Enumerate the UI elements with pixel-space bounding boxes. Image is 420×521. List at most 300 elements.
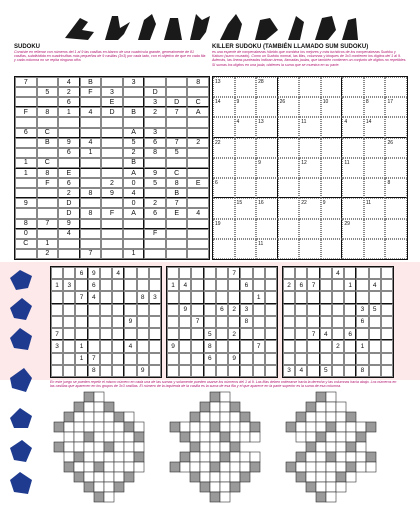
grid-cell[interactable]: F: [80, 87, 102, 97]
grid-cell[interactable]: [344, 291, 356, 303]
grid-cell[interactable]: 5: [166, 148, 188, 158]
cross-cell[interactable]: [346, 452, 356, 462]
grid-cell[interactable]: 1: [80, 148, 102, 158]
grid-cell[interactable]: 7: [37, 219, 59, 229]
grid-cell[interactable]: 16: [256, 198, 278, 218]
grid-cell[interactable]: 4: [187, 208, 209, 218]
grid-cell[interactable]: [240, 291, 252, 303]
grid-cell[interactable]: 3: [144, 97, 166, 107]
grid-cell[interactable]: [240, 267, 252, 279]
grid-cell[interactable]: [137, 304, 149, 316]
grid-cell[interactable]: [299, 219, 321, 239]
grid-cell[interactable]: [15, 138, 37, 148]
cross-cell[interactable]: [64, 432, 74, 442]
grid-cell[interactable]: [137, 353, 149, 365]
grid-cell[interactable]: 1: [75, 340, 87, 352]
grid-cell[interactable]: [191, 291, 203, 303]
cross-cell[interactable]: [210, 402, 220, 412]
grid-cell[interactable]: [240, 365, 252, 377]
grid-cell[interactable]: 5: [37, 87, 59, 97]
grid-cell[interactable]: [299, 138, 321, 158]
grid-cell[interactable]: [278, 117, 300, 137]
grid-cell[interactable]: [278, 219, 300, 239]
cross-cell[interactable]: [316, 402, 326, 412]
grid-cell[interactable]: 26: [278, 97, 300, 117]
grid-cell[interactable]: [100, 267, 112, 279]
grid-cell[interactable]: [112, 340, 124, 352]
grid-cell[interactable]: [88, 304, 100, 316]
grid-cell[interactable]: 10: [321, 97, 343, 117]
cross-cell[interactable]: [306, 462, 316, 472]
grid-cell[interactable]: 3: [51, 340, 63, 352]
grid-cell[interactable]: 3: [63, 279, 75, 291]
grid-cell[interactable]: [191, 304, 203, 316]
grid-cell[interactable]: [112, 365, 124, 377]
grid-cell[interactable]: 0: [123, 178, 145, 188]
grid-cell[interactable]: [342, 198, 364, 218]
grid-cell[interactable]: [123, 229, 145, 239]
grid-cell[interactable]: [265, 328, 277, 340]
grid-cell[interactable]: [58, 239, 80, 249]
cross-cell[interactable]: [84, 472, 94, 482]
cross-cell[interactable]: [74, 442, 84, 452]
grid-cell[interactable]: [265, 316, 277, 328]
grid-cell[interactable]: [278, 77, 300, 97]
grid-cell[interactable]: 7: [51, 328, 63, 340]
grid-cell[interactable]: [37, 97, 59, 107]
cross-cell[interactable]: [190, 462, 200, 472]
cross-cell[interactable]: [104, 462, 114, 472]
grid-cell[interactable]: [137, 340, 149, 352]
grid-cell[interactable]: [342, 77, 364, 97]
cross-cell[interactable]: [306, 452, 316, 462]
cross-cell[interactable]: [64, 452, 74, 462]
grid-cell[interactable]: [63, 353, 75, 365]
grid-cell[interactable]: [166, 219, 188, 229]
cross-cell[interactable]: [124, 462, 134, 472]
cross-cell[interactable]: [190, 432, 200, 442]
grid-cell[interactable]: [381, 279, 393, 291]
grid-cell[interactable]: [307, 365, 319, 377]
grid-cell[interactable]: B: [37, 138, 59, 148]
cross-cell[interactable]: [104, 492, 114, 502]
grid-cell[interactable]: [63, 316, 75, 328]
grid-cell[interactable]: [187, 158, 209, 168]
grid-cell[interactable]: [191, 279, 203, 291]
grid-cell[interactable]: 3: [144, 128, 166, 138]
grid-cell[interactable]: [101, 77, 123, 87]
grid-cell[interactable]: [356, 267, 368, 279]
grid-cell[interactable]: [63, 291, 75, 303]
cross-cell[interactable]: [326, 402, 336, 412]
grid-cell[interactable]: [166, 117, 188, 127]
grid-cell[interactable]: A: [187, 107, 209, 117]
cross-cell[interactable]: [104, 472, 114, 482]
grid-cell[interactable]: [51, 316, 63, 328]
grid-cell[interactable]: [187, 87, 209, 97]
grid-cell[interactable]: [216, 365, 228, 377]
grid-cell[interactable]: 4: [235, 117, 257, 137]
grid-cell[interactable]: [369, 365, 381, 377]
cross-cell[interactable]: [210, 432, 220, 442]
grid-cell[interactable]: [265, 340, 277, 352]
grid-cell[interactable]: [369, 353, 381, 365]
grid-cell[interactable]: [149, 353, 161, 365]
grid-cell[interactable]: [216, 353, 228, 365]
grid-cell[interactable]: [144, 158, 166, 168]
grid-cell[interactable]: [332, 328, 344, 340]
grid-cell[interactable]: [385, 158, 407, 178]
cross-cell[interactable]: [316, 452, 326, 462]
cross-cell[interactable]: [84, 422, 94, 432]
grid-cell[interactable]: [283, 267, 295, 279]
cross-cell[interactable]: [316, 472, 326, 482]
grid-cell[interactable]: [51, 304, 63, 316]
grid-cell[interactable]: [295, 340, 307, 352]
grid-cell[interactable]: [166, 158, 188, 168]
grid-cell[interactable]: [37, 208, 59, 218]
grid-cell[interactable]: 2: [332, 340, 344, 352]
grid-cell[interactable]: [144, 77, 166, 87]
grid-cell[interactable]: [299, 239, 321, 259]
grid-cell[interactable]: [187, 198, 209, 208]
grid-cell[interactable]: [235, 138, 257, 158]
grid-cell[interactable]: [149, 304, 161, 316]
cross-cell[interactable]: [200, 462, 210, 472]
grid-cell[interactable]: [321, 219, 343, 239]
grid-cell[interactable]: [101, 168, 123, 178]
grid-cell[interactable]: [88, 316, 100, 328]
cross-cell[interactable]: [210, 472, 220, 482]
grid-cell[interactable]: [235, 158, 257, 178]
grid-cell[interactable]: D: [166, 97, 188, 107]
grid-cell[interactable]: 8: [144, 148, 166, 158]
grid-cell[interactable]: 8: [364, 97, 386, 117]
grid-cell[interactable]: [213, 198, 235, 218]
grid-cell[interactable]: 9: [137, 365, 149, 377]
grid-cell[interactable]: [265, 304, 277, 316]
grid-cell[interactable]: [80, 198, 102, 208]
grid-cell[interactable]: [112, 279, 124, 291]
grid-cell[interactable]: [265, 291, 277, 303]
grid-cell[interactable]: D: [144, 87, 166, 97]
grid-cell[interactable]: [356, 291, 368, 303]
grid-cell[interactable]: [15, 249, 37, 259]
grid-cell[interactable]: [385, 117, 407, 137]
grid-cell[interactable]: [179, 340, 191, 352]
cross-cell[interactable]: [356, 462, 366, 472]
grid-cell[interactable]: [123, 117, 145, 127]
grid-cell[interactable]: [332, 304, 344, 316]
cross-cell[interactable]: [220, 482, 230, 492]
cross-cell[interactable]: [200, 412, 210, 422]
grid-cell[interactable]: [166, 239, 188, 249]
grid-cell[interactable]: [204, 304, 216, 316]
grid-cell[interactable]: [191, 328, 203, 340]
grid-cell[interactable]: [63, 340, 75, 352]
cross-cell[interactable]: [114, 422, 124, 432]
grid-cell[interactable]: [15, 188, 37, 198]
grid-cell[interactable]: [299, 97, 321, 117]
grid-cell[interactable]: [228, 291, 240, 303]
grid-cell[interactable]: [332, 353, 344, 365]
grid-cell[interactable]: [332, 291, 344, 303]
grid-cell[interactable]: [191, 353, 203, 365]
grid-cell[interactable]: B: [123, 107, 145, 117]
grid-cell[interactable]: 8: [204, 340, 216, 352]
grid-cell[interactable]: [253, 365, 265, 377]
grid-cell[interactable]: [235, 239, 257, 259]
grid-cell[interactable]: 6: [356, 316, 368, 328]
grid-cell[interactable]: [166, 229, 188, 239]
cross-cell[interactable]: [220, 492, 230, 502]
grid-cell[interactable]: [283, 316, 295, 328]
cross-cell[interactable]: [94, 412, 104, 422]
grid-cell[interactable]: 6: [144, 208, 166, 218]
cross-cell[interactable]: [346, 432, 356, 442]
cross-cell[interactable]: [220, 392, 230, 402]
grid-cell[interactable]: [307, 353, 319, 365]
grid-cell[interactable]: [100, 340, 112, 352]
grid-cell[interactable]: 11: [342, 158, 364, 178]
cross-cell[interactable]: [336, 442, 346, 452]
cross-cell[interactable]: [326, 462, 336, 472]
grid-cell[interactable]: [124, 267, 136, 279]
grid-cell[interactable]: [344, 267, 356, 279]
grid-cell[interactable]: [381, 365, 393, 377]
grid-cell[interactable]: 9: [144, 168, 166, 178]
grid-cell[interactable]: B: [166, 188, 188, 198]
grid-cell[interactable]: [385, 198, 407, 218]
grid-cell[interactable]: F: [15, 107, 37, 117]
grid-cell[interactable]: [344, 353, 356, 365]
cross-cell[interactable]: [230, 432, 240, 442]
grid-cell[interactable]: [283, 353, 295, 365]
cross-cell[interactable]: [240, 462, 250, 472]
grid-cell[interactable]: [253, 328, 265, 340]
cross-cell[interactable]: [326, 472, 336, 482]
grid-cell[interactable]: [356, 279, 368, 291]
grid-cell[interactable]: [307, 291, 319, 303]
cross-cell[interactable]: [336, 412, 346, 422]
cross-cell[interactable]: [220, 412, 230, 422]
grid-cell[interactable]: [167, 365, 179, 377]
grid-cell[interactable]: [320, 291, 332, 303]
cross-cell[interactable]: [220, 472, 230, 482]
cross-cell[interactable]: [296, 432, 306, 442]
cross-cell[interactable]: [240, 422, 250, 432]
cross-cell[interactable]: [190, 452, 200, 462]
cross-cell[interactable]: [336, 452, 346, 462]
grid-cell[interactable]: 9: [228, 353, 240, 365]
grid-cell[interactable]: [63, 267, 75, 279]
grid-cell[interactable]: [213, 117, 235, 137]
grid-cell[interactable]: [123, 219, 145, 229]
cross-cell[interactable]: [296, 462, 306, 472]
grid-cell[interactable]: [278, 178, 300, 198]
cross-cell[interactable]: [124, 452, 134, 462]
grid-cell[interactable]: 2: [187, 138, 209, 148]
grid-cell[interactable]: 17: [385, 97, 407, 117]
grid-cell[interactable]: [15, 87, 37, 97]
grid-cell[interactable]: [100, 304, 112, 316]
grid-cell[interactable]: [187, 229, 209, 239]
grid-cell[interactable]: 7: [166, 107, 188, 117]
grid-cell[interactable]: [100, 353, 112, 365]
grid-cell[interactable]: 2: [144, 107, 166, 117]
grid-cell[interactable]: 9: [179, 304, 191, 316]
grid-cell[interactable]: 9: [167, 340, 179, 352]
grid-cell[interactable]: 13: [256, 117, 278, 137]
grid-cell[interactable]: [101, 128, 123, 138]
grid-cell[interactable]: 6: [240, 279, 252, 291]
grid-cell[interactable]: 1: [37, 239, 59, 249]
grid-cell[interactable]: [307, 316, 319, 328]
grid-cell[interactable]: [320, 267, 332, 279]
cross-cell[interactable]: [84, 412, 94, 422]
grid-cell[interactable]: 6: [75, 267, 87, 279]
grid-cell[interactable]: [101, 138, 123, 148]
grid-cell[interactable]: C: [15, 239, 37, 249]
grid-cell[interactable]: 6: [88, 279, 100, 291]
grid-cell[interactable]: 8: [137, 291, 149, 303]
cross-cell[interactable]: [336, 432, 346, 442]
grid-cell[interactable]: [187, 239, 209, 249]
grid-cell[interactable]: [191, 365, 203, 377]
grid-cell[interactable]: [80, 239, 102, 249]
grid-cell[interactable]: [101, 229, 123, 239]
cross-cell[interactable]: [250, 432, 260, 442]
grid-cell[interactable]: 9: [124, 316, 136, 328]
grid-cell[interactable]: [253, 279, 265, 291]
grid-cell[interactable]: 4: [320, 328, 332, 340]
grid-cell[interactable]: 2: [123, 148, 145, 158]
grid-cell[interactable]: 15: [235, 198, 257, 218]
grid-cell[interactable]: 2: [37, 249, 59, 259]
grid-cell[interactable]: [369, 291, 381, 303]
cross-cell[interactable]: [326, 412, 336, 422]
grid-cell[interactable]: [204, 267, 216, 279]
cross-cell[interactable]: [366, 462, 376, 472]
grid-cell[interactable]: 6: [144, 138, 166, 148]
grid-cell[interactable]: [283, 340, 295, 352]
grid-cell[interactable]: [75, 304, 87, 316]
grid-cell[interactable]: [216, 316, 228, 328]
grid-cell[interactable]: [320, 353, 332, 365]
grid-cell[interactable]: 8: [187, 77, 209, 87]
grid-cell[interactable]: [137, 267, 149, 279]
grid-cell[interactable]: [385, 219, 407, 239]
grid-cell[interactable]: 2: [58, 188, 80, 198]
grid-cell[interactable]: [320, 316, 332, 328]
cross-cell[interactable]: [114, 462, 124, 472]
grid-cell[interactable]: [320, 340, 332, 352]
cross-cell[interactable]: [104, 482, 114, 492]
grid-cell[interactable]: [112, 304, 124, 316]
grid-cell[interactable]: [166, 128, 188, 138]
grid-cell[interactable]: [37, 188, 59, 198]
grid-cell[interactable]: 7: [80, 249, 102, 259]
grid-cell[interactable]: [240, 328, 252, 340]
grid-cell[interactable]: 6: [295, 279, 307, 291]
grid-cell[interactable]: [256, 138, 278, 158]
grid-cell[interactable]: [37, 229, 59, 239]
cross-cell[interactable]: [230, 422, 240, 432]
grid-cell[interactable]: [265, 353, 277, 365]
grid-cell[interactable]: [283, 328, 295, 340]
grid-cell[interactable]: 22: [299, 198, 321, 218]
grid-cell[interactable]: 3: [240, 304, 252, 316]
grid-cell[interactable]: [204, 316, 216, 328]
grid-cell[interactable]: C: [37, 128, 59, 138]
grid-cell[interactable]: [332, 316, 344, 328]
grid-cell[interactable]: [179, 291, 191, 303]
grid-cell[interactable]: 8: [37, 168, 59, 178]
grid-cell[interactable]: [278, 138, 300, 158]
grid-cell[interactable]: 9: [321, 198, 343, 218]
cross-cell[interactable]: [94, 432, 104, 442]
grid-cell[interactable]: 1: [253, 291, 265, 303]
grid-cell[interactable]: F: [101, 208, 123, 218]
grid-cell[interactable]: 8: [80, 208, 102, 218]
cross-cell[interactable]: [346, 472, 356, 482]
grid-cell[interactable]: 7: [166, 198, 188, 208]
grid-cell[interactable]: [63, 365, 75, 377]
grid-cell[interactable]: [321, 239, 343, 259]
grid-cell[interactable]: [15, 178, 37, 188]
grid-cell[interactable]: [167, 304, 179, 316]
grid-cell[interactable]: 7: [166, 138, 188, 148]
grid-cell[interactable]: 3: [356, 304, 368, 316]
grid-cell[interactable]: [51, 365, 63, 377]
grid-cell[interactable]: [204, 279, 216, 291]
grid-cell[interactable]: [295, 267, 307, 279]
grid-cell[interactable]: [63, 304, 75, 316]
grid-cell[interactable]: [149, 328, 161, 340]
grid-cell[interactable]: [101, 117, 123, 127]
cross-cell[interactable]: [124, 442, 134, 452]
grid-cell[interactable]: [100, 279, 112, 291]
grid-cell[interactable]: [167, 291, 179, 303]
cross-cell[interactable]: [84, 452, 94, 462]
cross-cell[interactable]: [230, 452, 240, 462]
cross-cell[interactable]: [134, 462, 144, 472]
grid-cell[interactable]: [381, 267, 393, 279]
grid-cell[interactable]: 2: [228, 328, 240, 340]
cross-cell[interactable]: [306, 422, 316, 432]
cross-cell[interactable]: [336, 402, 346, 412]
grid-cell[interactable]: 4: [80, 138, 102, 148]
cross-cell[interactable]: [210, 482, 220, 492]
grid-cell[interactable]: [187, 219, 209, 229]
grid-cell[interactable]: 7: [228, 267, 240, 279]
grid-cell[interactable]: [100, 328, 112, 340]
grid-cell[interactable]: [101, 158, 123, 168]
grid-cell[interactable]: [204, 291, 216, 303]
grid-cell[interactable]: [80, 117, 102, 127]
grid-cell[interactable]: [187, 249, 209, 259]
grid-cell[interactable]: A: [123, 128, 145, 138]
cross-cell[interactable]: [220, 402, 230, 412]
grid-cell[interactable]: 8: [385, 178, 407, 198]
cross-cell[interactable]: [220, 422, 230, 432]
grid-cell[interactable]: [299, 77, 321, 97]
grid-cell[interactable]: [256, 178, 278, 198]
grid-cell[interactable]: [321, 77, 343, 97]
grid-cell[interactable]: [369, 340, 381, 352]
grid-cell[interactable]: [235, 178, 257, 198]
cross-cell[interactable]: [104, 452, 114, 462]
